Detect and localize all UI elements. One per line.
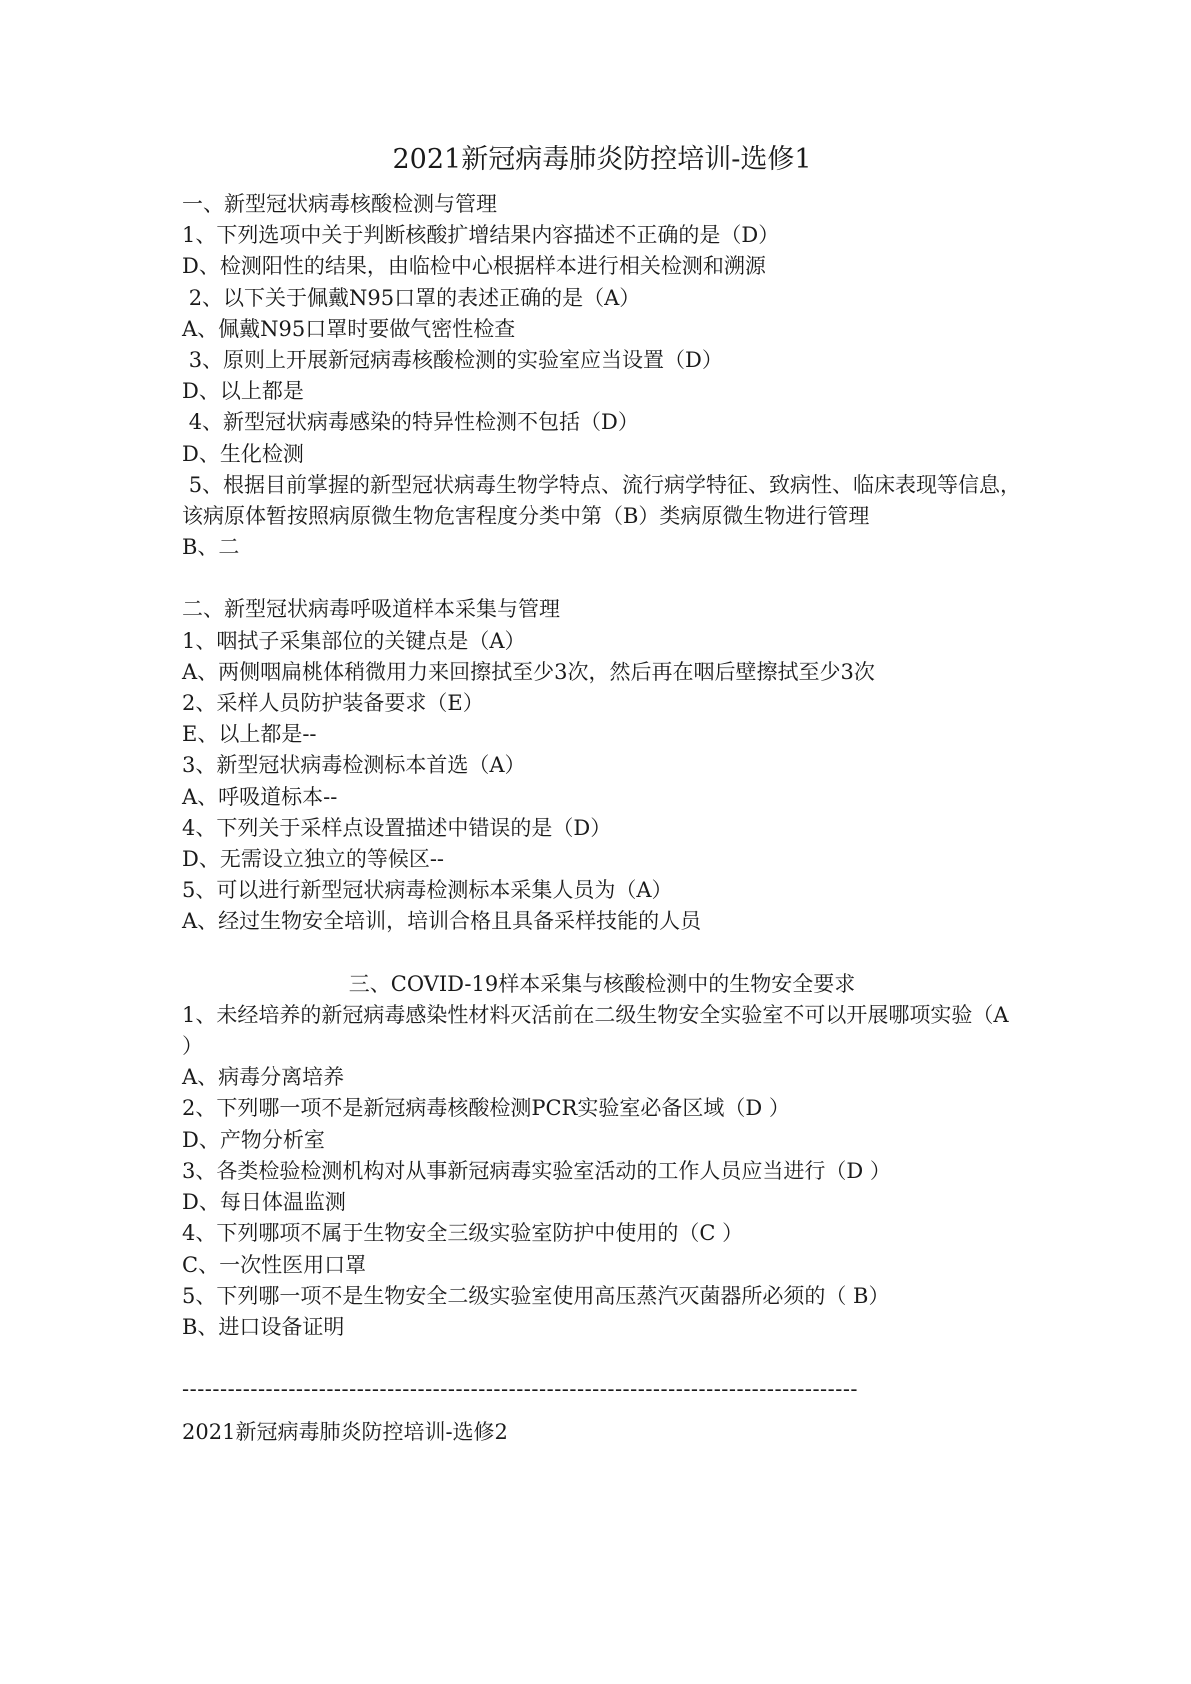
- question-line: 3、各类检验检测机构对从事新冠病毒实验室活动的工作人员应当进行（D ）: [182, 1158, 891, 1183]
- section-2: [182, 594, 1022, 937]
- document-page: [182, 140, 1022, 1449]
- question-line: 2、以下关于佩戴N95口罩的表述正确的是（A）: [182, 285, 641, 310]
- blank-line: [182, 563, 1022, 594]
- answer-line: D、检测阳性的结果，由临检中心根据样本进行相关检测和溯源: [182, 254, 766, 279]
- blank-line: [182, 1405, 1022, 1417]
- blank-line: [182, 1343, 1022, 1374]
- question-line: 5、根据目前掌握的新型冠状病毒生物学特点、流行病学特征、致病性、临床表现等信息，该病原体暂按照病原微生物危害程度分类中第（B）类病原微生物进行管理: [182, 472, 1022, 529]
- answer-line: A、病毒分离培养: [182, 1065, 345, 1090]
- section-1: [182, 189, 1022, 563]
- answer-line: D、产物分析室: [182, 1127, 325, 1152]
- next-document-title: 2021新冠病毒肺炎防控培训-选修2: [182, 1420, 508, 1445]
- question-line: 4、下列哪项不属于生物安全三级实验室防护中使用的（C ）: [182, 1221, 744, 1246]
- question-line: 4、下列关于采样点设置描述中错误的是（D）: [182, 815, 612, 840]
- answer-line: A、两侧咽扁桃体稍微用力来回擦拭至少3次，然后再在咽后壁擦拭至少3次: [182, 659, 875, 684]
- dashed-divider: -----------------------------------------------------------------------------------------: [182, 1377, 859, 1402]
- answer-line: D、以上都是: [182, 379, 304, 404]
- section-heading: 二、新型冠状病毒呼吸道样本采集与管理: [182, 597, 560, 622]
- question-line: 1、下列选项中关于判断核酸扩增结果内容描述不正确的是（D）: [182, 223, 780, 248]
- section-heading: 三、COVID-19样本采集与核酸检测中的生物安全要求: [348, 971, 856, 996]
- answer-line: A、呼吸道标本--: [182, 784, 338, 809]
- answer-line: D、无需设立独立的等候区--: [182, 847, 445, 872]
- answer-line: B、进口设备证明: [182, 1314, 345, 1339]
- question-line: 2、下列哪一项不是新冠病毒核酸检测PCR实验室必备区域（D ）: [182, 1096, 790, 1121]
- question-line: 3、新型冠状病毒检测标本首选（A）: [182, 753, 526, 778]
- question-line: 4、新型冠状病毒感染的特异性检测不包括（D）: [182, 410, 639, 435]
- question-line: 2、采样人员防护装备要求（E）: [182, 691, 484, 716]
- section-heading: 一、新型冠状病毒核酸检测与管理: [182, 192, 497, 216]
- question-line: 5、下列哪一项不是生物安全二级实验室使用高压蒸汽灭菌器所必须的（ B）: [182, 1283, 890, 1308]
- answer-line: D、生化检测: [182, 441, 304, 466]
- answer-line: A、经过生物安全培训，培训合格且具备采样技能的人员: [182, 909, 702, 934]
- question-line: 1、咽拭子采集部位的关键点是（A）: [182, 628, 526, 653]
- question-line: 3、原则上开展新冠病毒核酸检测的实验室应当设置（D）: [182, 348, 723, 373]
- answer-line: A、佩戴N95口罩时要做气密性检查: [182, 316, 516, 341]
- answer-line: D、每日体温监测: [182, 1190, 346, 1215]
- document-title: 2021新冠病毒肺炎防控培训-选修1: [392, 144, 812, 175]
- answer-line: E、以上都是--: [182, 722, 317, 747]
- blank-line: [182, 938, 1022, 969]
- section-3: [182, 969, 1022, 1343]
- question-line: 5、可以进行新型冠状病毒检测标本采集人员为（A）: [182, 878, 673, 903]
- question-line: 1、未经培养的新冠病毒感染性材料灭活前在二级生物安全实验室不可以开展哪项实验（A ）: [182, 1002, 1016, 1059]
- answer-line: C、一次性医用口罩: [182, 1252, 367, 1277]
- answer-line: B、二: [182, 535, 240, 560]
